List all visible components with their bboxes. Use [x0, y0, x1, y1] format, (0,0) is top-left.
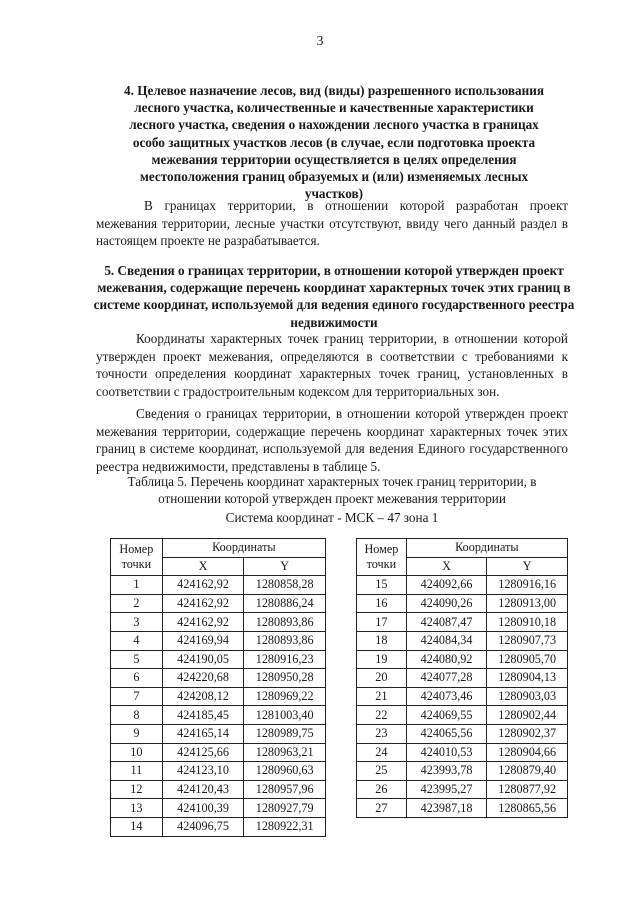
y-coordinate-cell: 1280927,79	[244, 799, 326, 818]
x-coordinate-cell: 424077,28	[406, 669, 487, 688]
coordinates-header: Координаты	[162, 539, 325, 558]
point-number-cell: 16	[357, 594, 407, 613]
x-coordinate-cell: 424208,12	[162, 687, 244, 706]
table-row	[111, 780, 326, 799]
section-5-para-2: Сведения о границах территории, в отношении которой утвержден проект межевания территории, содержащие перечень координат характерных точек этих границ в системе координат, используемой для ведения Единого государственного реестра недвижимости, представлены в таблице 5.	[96, 406, 568, 474]
y-coordinate-cell: 1280886,24	[244, 594, 326, 613]
y-coordinate-cell: 1280913,00	[487, 594, 568, 613]
x-coordinate-cell: 424220,68	[162, 669, 244, 688]
x-coordinate-cell: 424096,75	[162, 817, 244, 836]
y-coordinate-cell: 1280858,28	[244, 576, 326, 595]
x-coordinate-cell: 424100,39	[162, 799, 244, 818]
x-coordinate-cell: 424073,46	[406, 687, 487, 706]
point-number-cell: 17	[357, 613, 407, 632]
y-coordinate-cell: 1280902,44	[487, 706, 568, 725]
y-coordinate-cell: 1280905,70	[487, 650, 568, 669]
point-number-cell: 14	[111, 817, 163, 836]
table-row	[111, 687, 326, 706]
y-coordinate-cell: 1280916,16	[487, 576, 568, 595]
y-coordinate-cell: 1280960,63	[244, 762, 326, 781]
table-row	[357, 631, 568, 650]
x-coordinate-cell: 424120,43	[162, 780, 244, 799]
x-coordinate-cell: 424084,34	[406, 631, 487, 650]
table-row	[111, 669, 326, 688]
x-coordinate-cell: 424087,47	[406, 613, 487, 632]
y-coordinate-cell: 1280916,23	[244, 650, 326, 669]
table-row	[357, 687, 568, 706]
table-row	[111, 762, 326, 781]
coordinates-table-left	[110, 538, 326, 837]
point-number-cell: 3	[111, 613, 163, 632]
y-coordinate-cell: 1280903,03	[487, 687, 568, 706]
point-number-cell: 6	[111, 669, 163, 688]
x-coordinate-cell: 424162,92	[162, 576, 244, 595]
table-row	[111, 594, 326, 613]
point-number-cell: 2	[111, 594, 163, 613]
y-coordinate-cell: 1280922,31	[244, 817, 326, 836]
table-row	[111, 650, 326, 669]
point-number-cell: 26	[357, 780, 407, 799]
x-coordinate-cell: 423995,27	[406, 780, 487, 799]
section-4-text: В границах территории, в отношении которой разработан проект межевания территории, лесные участки отсутствуют, ввиду чего данный раздел в настоящем проекте не разрабатывается.	[96, 198, 568, 249]
table-row	[357, 799, 568, 818]
y-header: Y	[244, 557, 326, 576]
y-coordinate-cell: 1280893,86	[244, 631, 326, 650]
table-row	[357, 650, 568, 669]
point-number-cell: 7	[111, 687, 163, 706]
y-coordinate-cell: 1280904,66	[487, 743, 568, 762]
point-number-cell: 12	[111, 780, 163, 799]
x-coordinate-cell: 424125,66	[162, 743, 244, 762]
table-row	[357, 669, 568, 688]
x-coordinate-cell: 424065,56	[406, 724, 487, 743]
x-coordinate-cell: 424092,66	[406, 576, 487, 595]
point-number-cell: 11	[111, 762, 163, 781]
y-coordinate-cell: 1280879,40	[487, 762, 568, 781]
y-coordinate-cell: 1280957,96	[244, 780, 326, 799]
table-row	[357, 594, 568, 613]
y-coordinate-cell: 1280950,28	[244, 669, 326, 688]
x-header: X	[406, 557, 487, 576]
x-coordinate-cell: 423987,18	[406, 799, 487, 818]
point-number-cell: 22	[357, 706, 407, 725]
point-number-cell: 21	[357, 687, 407, 706]
page-number: 3	[316, 34, 324, 49]
table-row	[111, 576, 326, 595]
x-coordinate-cell: 424010,53	[406, 743, 487, 762]
point-number-header: Номер точки	[357, 539, 407, 576]
y-coordinate-cell: 1280893,86	[244, 613, 326, 632]
table-row	[111, 817, 326, 836]
table-caption: Таблица 5. Перечень координат характерных точек границ территории, в отношении которой утвержден проект межевания территории	[127, 474, 537, 507]
y-coordinate-cell: 1280910,18	[487, 613, 568, 632]
section-5-heading: 5. Сведения о границах территории, в отношении которой утвержден проект межевания, содержащие перечень координат характерных точек этих границ в системе координат, используемой для ведения единого государственного реестра недвижимости	[93, 263, 575, 330]
y-coordinate-cell: 1280865,56	[487, 799, 568, 818]
y-coordinate-cell: 1280877,92	[487, 780, 568, 799]
table-row	[111, 631, 326, 650]
x-header: X	[162, 557, 244, 576]
y-coordinate-cell: 1280963,21	[244, 743, 326, 762]
x-coordinate-cell: 424190,05	[162, 650, 244, 669]
x-coordinate-cell: 424169,94	[162, 631, 244, 650]
point-number-cell: 4	[111, 631, 163, 650]
y-coordinate-cell: 1280907,73	[487, 631, 568, 650]
table-row	[357, 762, 568, 781]
point-number-header: Номер точки	[111, 539, 163, 576]
coordinate-system: Система координат - МСК – 47 зона 1	[225, 510, 439, 525]
x-coordinate-cell: 424165,14	[162, 724, 244, 743]
table-row	[357, 706, 568, 725]
section-5-para-1: Координаты характерных точек границ территории, в отношении которой утвержден проект межевания, определяются в соответствии с требованиями к точности определения координат характерных точек границ, установленных в соответствии с градостроительным кодексом для территориальных зон.	[96, 331, 568, 399]
point-number-cell: 8	[111, 706, 163, 725]
x-coordinate-cell: 424090,26	[406, 594, 487, 613]
x-coordinate-cell: 424080,92	[406, 650, 487, 669]
y-coordinate-cell: 1280989,75	[244, 724, 326, 743]
y-coordinate-cell: 1280902,37	[487, 724, 568, 743]
point-number-cell: 24	[357, 743, 407, 762]
table-row	[111, 613, 326, 632]
table-row	[357, 743, 568, 762]
table-row	[111, 743, 326, 762]
y-coordinate-cell: 1280904,13	[487, 669, 568, 688]
coordinates-header: Координаты	[406, 539, 567, 558]
point-number-cell: 27	[357, 799, 407, 818]
x-coordinate-cell: 424069,55	[406, 706, 487, 725]
x-coordinate-cell: 424162,92	[162, 613, 244, 632]
y-coordinate-cell: 1280969,22	[244, 687, 326, 706]
table-row	[357, 576, 568, 595]
point-number-cell: 23	[357, 724, 407, 743]
x-coordinate-cell: 424123,10	[162, 762, 244, 781]
point-number-cell: 5	[111, 650, 163, 669]
section-4-heading: 4. Целевое назначение лесов, вид (виды) разрешенного использования лесного участка, количественные и качественные характеристики лесного участка, сведения о нахождении лесного участка в границах особо защитных участков лесов (в случае, если подготовка проекта межевания территории осуществляется в целях определения местоположения границ образуемых и (или) изменяемых лесных участков)	[124, 83, 544, 202]
point-number-cell: 25	[357, 762, 407, 781]
x-coordinate-cell: 423993,78	[406, 762, 487, 781]
table-row	[357, 724, 568, 743]
table-row	[357, 613, 568, 632]
table-row	[357, 780, 568, 799]
y-coordinate-cell: 1281003,40	[244, 706, 326, 725]
x-coordinate-cell: 424162,92	[162, 594, 244, 613]
x-coordinate-cell: 424185,45	[162, 706, 244, 725]
point-number-cell: 19	[357, 650, 407, 669]
point-number-cell: 20	[357, 669, 407, 688]
coordinates-table-right	[356, 538, 568, 818]
point-number-cell: 9	[111, 724, 163, 743]
point-number-cell: 13	[111, 799, 163, 818]
point-number-cell: 18	[357, 631, 407, 650]
table-row	[111, 799, 326, 818]
point-number-cell: 10	[111, 743, 163, 762]
y-header: Y	[487, 557, 568, 576]
point-number-cell: 15	[357, 576, 407, 595]
point-number-cell: 1	[111, 576, 163, 595]
table-row	[111, 706, 326, 725]
table-row	[111, 724, 326, 743]
